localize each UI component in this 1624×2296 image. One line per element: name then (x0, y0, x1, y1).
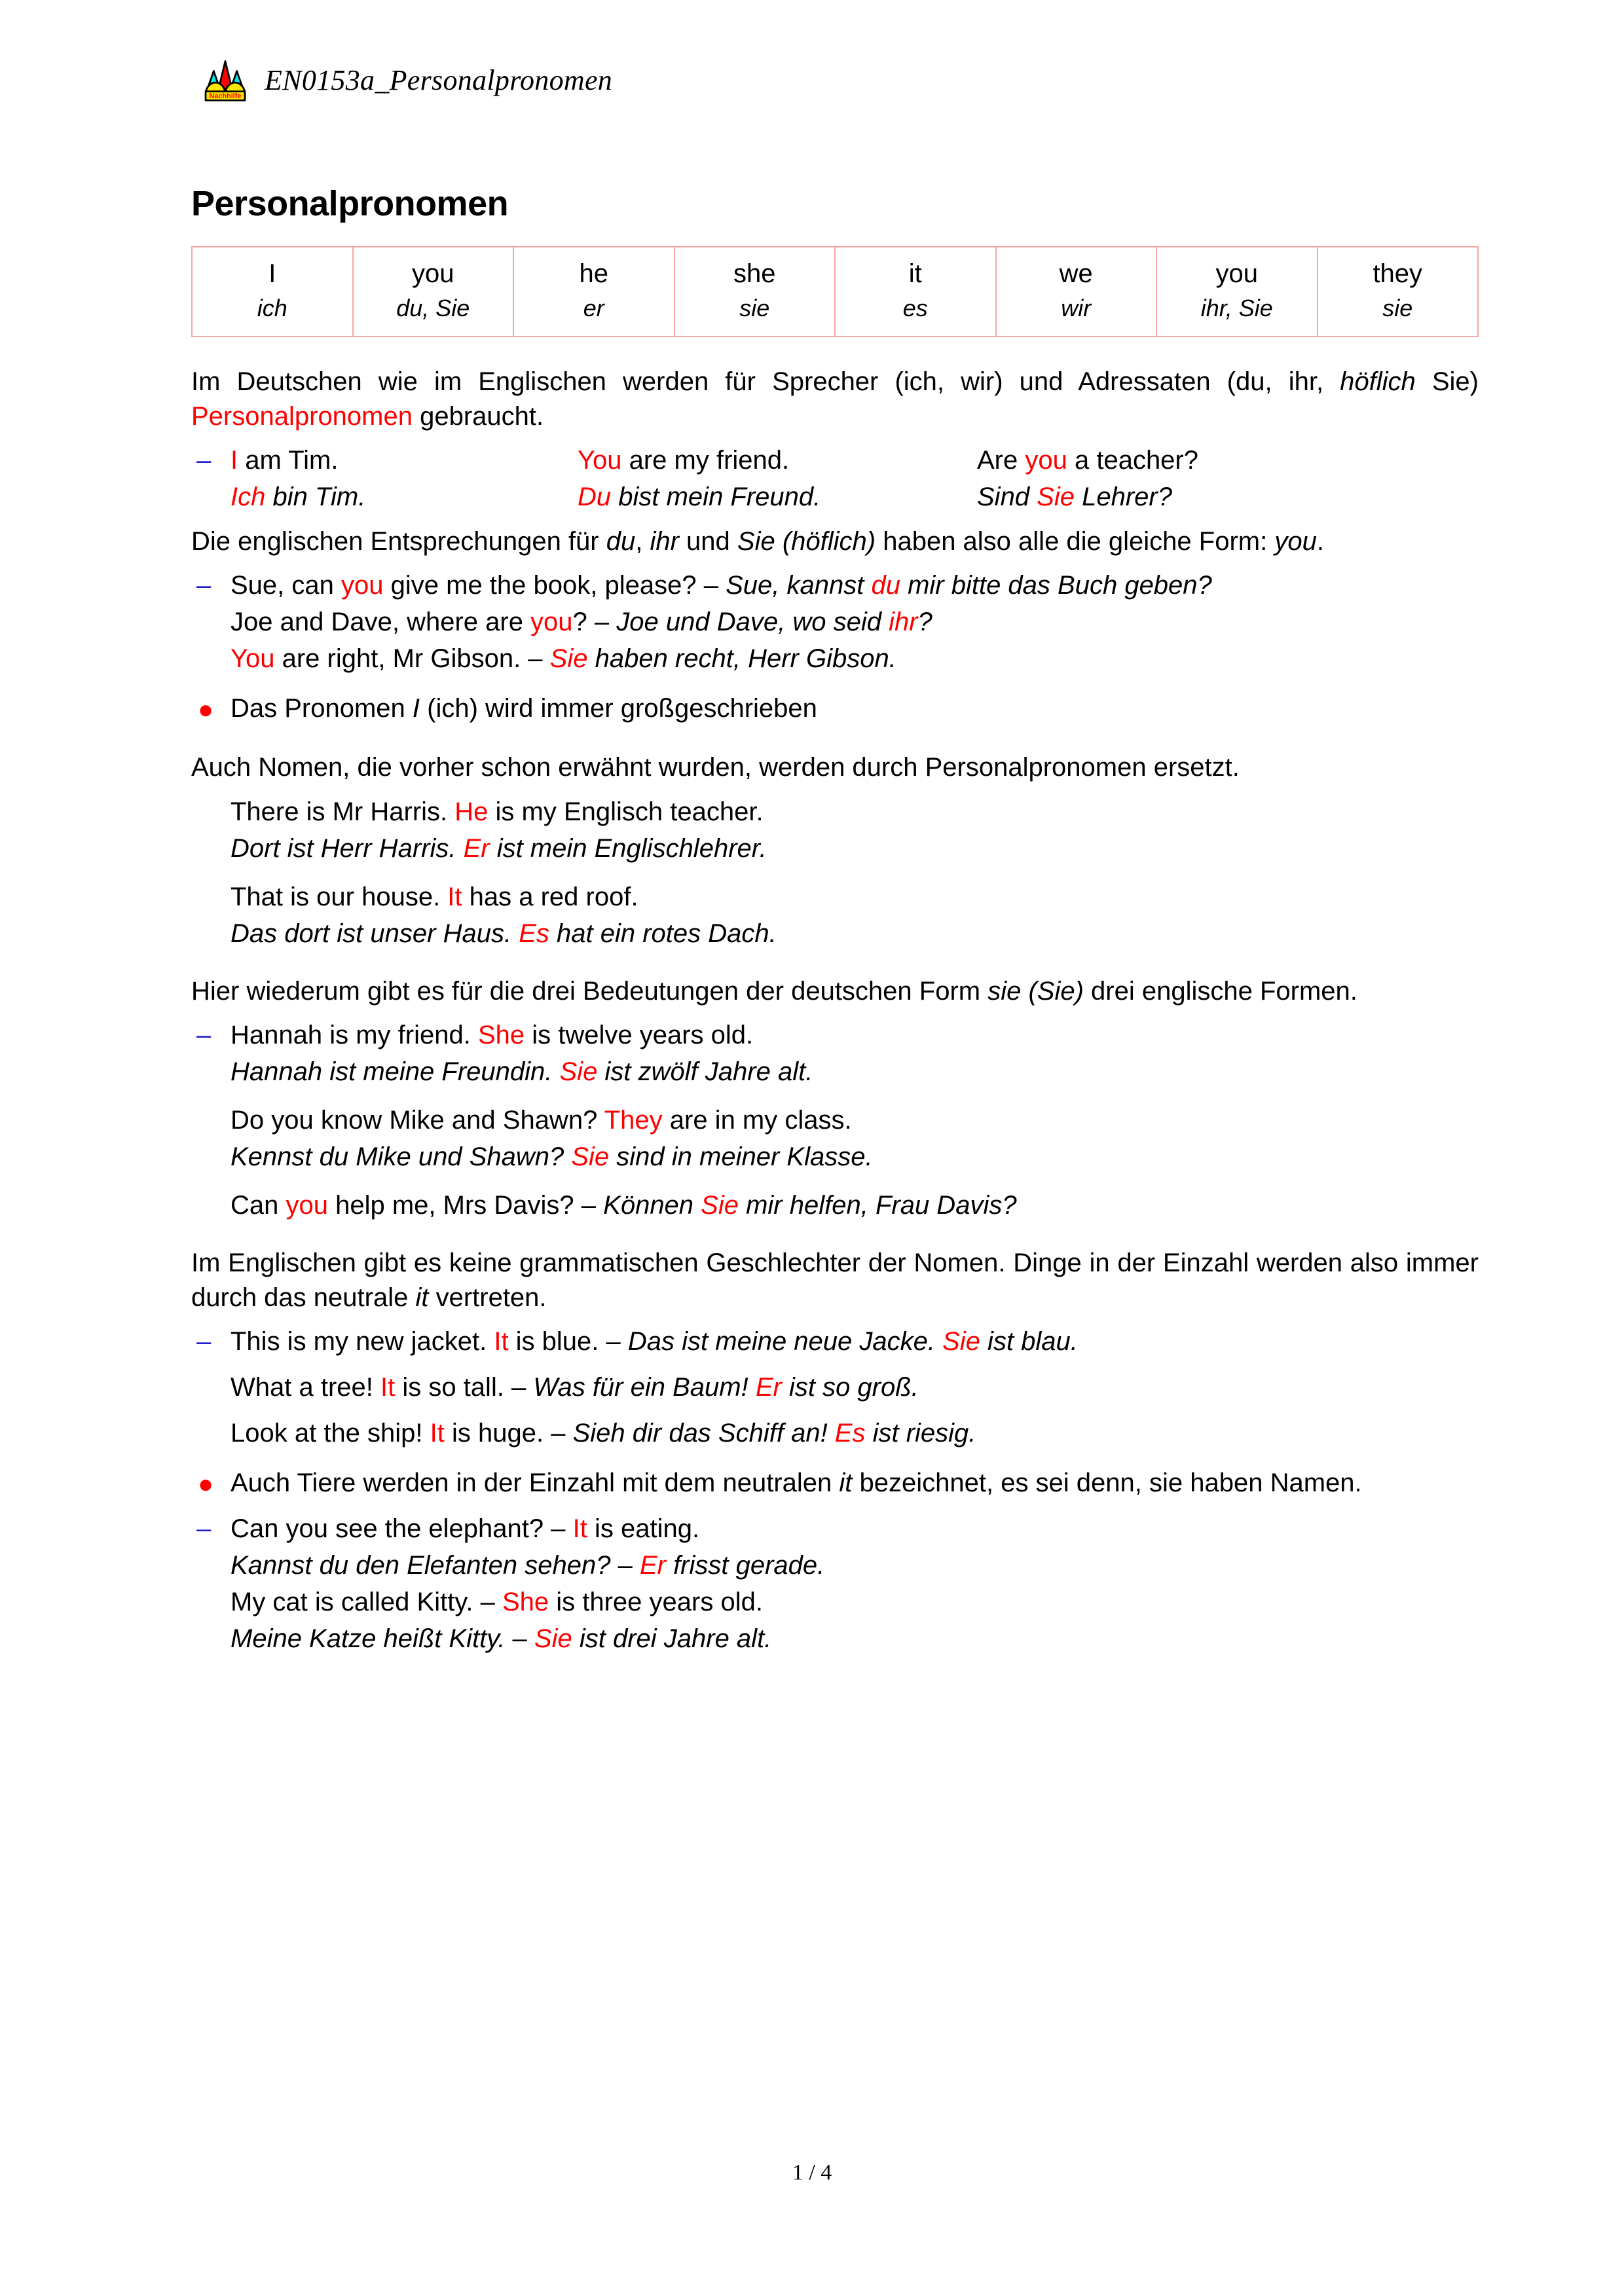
rule-text-part: Auch Tiere werden in der Einzahl mit dem neutralen (231, 1468, 840, 1498)
pronoun-highlight: It (572, 1514, 587, 1544)
nachhilfe-logo-icon (203, 58, 248, 102)
example-text: Are (977, 446, 1025, 475)
marker-spacer (191, 1187, 231, 1224)
example-text: Dort ist Herr Harris. (231, 833, 464, 863)
table-cell-i (192, 247, 353, 337)
pronoun-highlight: I (231, 446, 238, 475)
example-text: Hannah ist meine Freundin. (231, 1057, 560, 1086)
example-hannah-english (231, 1017, 1479, 1053)
para-text: gebraucht. (413, 401, 544, 431)
example-text-de: ist blau. (980, 1327, 1078, 1357)
pronoun-highlight: She (502, 1588, 549, 1617)
para-emph-it: it (415, 1283, 429, 1312)
example-text-de: Joe und Dave, wo seid (616, 608, 889, 637)
marker-spacer (191, 915, 231, 952)
example-row-cat-en (191, 1584, 1479, 1620)
para-emph-you: you (1274, 527, 1317, 556)
para-text: Im Englischen gibt es keine grammatischen Geschlechter der Nomen. Dinge in der Einzahl werden also immer durch das neutrale (191, 1248, 1479, 1312)
pronoun-highlight: Es (519, 919, 549, 948)
page-header (203, 58, 612, 102)
pronoun-highlight: Er (463, 833, 490, 863)
example-block-neutral-it (191, 1323, 1479, 1451)
marker-spacer (191, 1547, 231, 1584)
cell-german: sie (739, 295, 770, 321)
example-text: sind in meiner Klasse. (609, 1142, 873, 1171)
paragraph-entsprechungen (191, 524, 1479, 559)
example-text: a teacher? (1067, 446, 1198, 475)
example-text-de: Das ist meine neue Jacke. (627, 1327, 943, 1357)
example-jacket (231, 1323, 1479, 1360)
example-text: My cat is called Kitty. – (231, 1588, 502, 1617)
page-number: 1 / 4 (792, 2160, 832, 2185)
pronoun-highlight: ihr (889, 608, 918, 637)
example-row-mike-en (191, 1102, 1479, 1139)
para-text: Sie) (1415, 367, 1479, 396)
example-mike-german (231, 1139, 1479, 1175)
example-text: Can (231, 1190, 286, 1220)
table-cell-it (835, 247, 996, 337)
marker-spacer (191, 604, 231, 640)
marker-spacer (191, 879, 231, 915)
example-text: is so tall. – (395, 1373, 534, 1402)
pronoun-highlight: It (380, 1373, 396, 1402)
paragraph-auch-nomen: Auch Nomen, die vorher schon erwähnt wurden, werden durch Personalpronomen ersetzt. (191, 753, 1240, 782)
rule-text-part: bezeichnet, es sei denn, sie haben Namen. (852, 1468, 1362, 1498)
rule-text (231, 1466, 1479, 1501)
example-row-hannah-de (191, 1053, 1479, 1090)
example-cat-english (231, 1584, 1479, 1620)
example-row-sue (191, 567, 1479, 604)
para-text: Hier wiederum gibt es für die drei Bedeutungen der deutschen Form (191, 976, 988, 1006)
example-text: Can you see the elephant? – (231, 1514, 573, 1544)
example-text: are in my class. (662, 1105, 852, 1135)
example-text: This is my new jacket. (231, 1327, 494, 1357)
example-text: give me the book, please? – (383, 571, 726, 600)
cell-german: ihr, Sie (1200, 295, 1273, 321)
cell-german: es (902, 295, 928, 321)
para-text: Die englischen Entsprechungen für (191, 527, 606, 556)
example-harris-german (231, 830, 1479, 867)
paragraph-keine-geschlechter (191, 1246, 1479, 1315)
example-davis (231, 1187, 1479, 1224)
cell-german: wir (1061, 295, 1092, 321)
example-gibson (231, 640, 1479, 677)
example-mike-english (231, 1102, 1479, 1139)
example-text-de: haben recht, Herr Gibson. (587, 644, 896, 674)
example-text: ist zwölf Jahre alt. (597, 1057, 813, 1086)
pronoun-highlight: Sie (1037, 483, 1075, 512)
example-sue (231, 567, 1479, 604)
example-text: That is our house. (231, 882, 448, 911)
example-block-she-they-you (191, 1017, 1479, 1224)
example-text: am Tim. (238, 446, 339, 475)
example-text-de: mir helfen, Frau Davis? (738, 1190, 1017, 1220)
table-row (192, 247, 1478, 337)
example-row-jacket (191, 1323, 1479, 1360)
para-emph-sie-forms: sie (Sie) (987, 976, 1084, 1006)
page-footer (0, 2160, 1624, 2185)
rule-text (231, 691, 1479, 727)
example-row-ship (191, 1415, 1479, 1451)
marker-spacer (191, 1053, 231, 1090)
marker-spacer (191, 1102, 231, 1139)
example-text: bin Tim. (265, 483, 366, 512)
example-de-freund (578, 479, 977, 515)
example-text: What a tree! (231, 1373, 380, 1402)
rule-emph-i: I (412, 694, 420, 723)
pronoun-highlight: She (477, 1020, 525, 1049)
example-text: has a red roof. (462, 882, 638, 911)
dash-marker: – (196, 446, 212, 475)
pronoun-highlight: Sie (559, 1057, 598, 1086)
example-text: is blue. – (508, 1327, 628, 1357)
example-text: Joe and Dave, where are (231, 608, 531, 637)
example-en-friend (578, 442, 977, 479)
example-row-house-en (191, 879, 1479, 915)
cell-english: you (412, 259, 454, 288)
example-text: Kennst du Mike und Shawn? (231, 1142, 572, 1171)
marker-spacer (191, 1620, 231, 1657)
example-elephant-english (231, 1510, 1479, 1547)
cell-german: ich (257, 295, 287, 321)
example-en-tim (231, 442, 578, 479)
para-emph-sie: Sie (höflich) (737, 527, 876, 556)
para-emph-hoeflich: höflich (1340, 367, 1416, 396)
pronoun-highlight: du (871, 571, 900, 600)
example-text: ist mein Englischlehrer. (489, 833, 767, 863)
dash-marker: – (196, 1020, 212, 1049)
example-text-de: ? (917, 608, 932, 637)
marker-spacer (191, 830, 231, 867)
example-cat-german (231, 1620, 1479, 1657)
example-text: are right, Mr Gibson. – (274, 644, 550, 674)
example-text: is twelve years old. (525, 1020, 754, 1049)
table-cell-she (674, 247, 836, 337)
cell-english: he (579, 259, 608, 288)
pronoun-highlight: They (604, 1105, 663, 1135)
example-harris-english (231, 793, 1479, 830)
example-hannah-german (231, 1053, 1479, 1090)
example-text: Kannst du den Elefanten sehen? – (231, 1551, 640, 1580)
example-text-de: Können (603, 1190, 701, 1220)
document-content (191, 183, 1479, 1666)
example-de-tim (231, 479, 578, 515)
example-text: bist mein Freund. (611, 483, 821, 512)
table-cell-you-sg (353, 247, 514, 337)
example-row-house-de (191, 915, 1479, 952)
example-text: is huge. – (444, 1419, 573, 1448)
pronoun-highlight: Er (755, 1373, 782, 1402)
pronoun-highlight: Du (578, 483, 612, 512)
example-en-teacher (977, 442, 1479, 479)
para-text: vertreten. (428, 1283, 547, 1312)
para-emph-ihr: ihr (650, 527, 679, 556)
cell-english: we (1059, 259, 1093, 288)
example-text: Look at the ship! (231, 1419, 430, 1448)
example-tree (231, 1369, 1479, 1406)
table-cell-they (1318, 247, 1479, 337)
example-text: Sind (977, 483, 1037, 512)
example-text: ? – (572, 608, 617, 637)
dash-marker: – (196, 1514, 212, 1544)
pronoun-highlight: Es (834, 1419, 866, 1448)
logo-caption: Nachhilfe (209, 92, 242, 100)
example-row-hannah-en (191, 1017, 1479, 1053)
para-emph-du: du (606, 527, 636, 556)
example-text-de: ist so groß. (781, 1373, 919, 1402)
example-text: Meine Katze heißt Kitty. – (231, 1624, 534, 1654)
example-text-de: Was für ein Baum! (533, 1373, 756, 1402)
pronoun-highlight: you (341, 571, 384, 600)
marker-spacer (191, 1415, 231, 1451)
document-code: EN0153a_Personalpronomen (265, 64, 613, 96)
example-row-elephant-en (191, 1510, 1479, 1547)
example-block-you-forms (191, 567, 1479, 677)
example-text: is eating. (587, 1514, 700, 1544)
page-title: Personalpronomen (191, 184, 509, 223)
cell-english: they (1373, 259, 1423, 288)
example-row-english (191, 442, 1479, 479)
example-text: is three years old. (549, 1588, 763, 1617)
marker-spacer (191, 479, 231, 515)
example-text: There is Mr Harris. (231, 797, 455, 826)
table-cell-we (996, 247, 1157, 337)
pronoun-highlight: you (530, 608, 573, 637)
example-text: are my friend. (621, 446, 790, 475)
pronoun-highlight: Sie (701, 1190, 739, 1220)
example-block-he-it (191, 793, 1479, 952)
dash-marker: – (196, 571, 212, 600)
cell-english: she (733, 259, 776, 288)
marker-spacer (191, 1369, 231, 1406)
pronoun-highlight: You (231, 644, 275, 674)
example-text: Sue, can (231, 571, 342, 600)
pronoun-highlight: Ich (231, 483, 266, 512)
example-de-lehrer (977, 479, 1479, 515)
pronoun-highlight: It (430, 1419, 445, 1448)
cell-english: I (268, 259, 276, 288)
cell-english: you (1215, 259, 1258, 288)
example-text: Hannah is my friend. (231, 1020, 478, 1049)
pronoun-highlight: you (286, 1190, 328, 1220)
example-text-de: Sieh dir das Schiff an! (572, 1419, 835, 1448)
cell-german: du, Sie (396, 295, 470, 321)
example-row-elephant-de (191, 1547, 1479, 1584)
pronoun-highlight: Sie (942, 1327, 980, 1357)
table-cell-he (513, 247, 674, 337)
example-text-de: ist riesig. (865, 1419, 976, 1448)
example-text: is my Englisch teacher. (488, 797, 764, 826)
marker-spacer (191, 1139, 231, 1175)
para-text: Im Deutschen wie im Englischen werden für Sprecher (ich, wir) und Adressaten (du, ihr, (191, 367, 1340, 396)
example-text: Das dort ist unser Haus. (231, 919, 519, 948)
cell-german: er (583, 295, 604, 321)
example-row-harris-de (191, 830, 1479, 867)
example-row-cat-de (191, 1620, 1479, 1657)
example-row-joe (191, 604, 1479, 640)
para-text: . (1316, 527, 1324, 556)
pronoun-highlight: You (578, 446, 622, 475)
example-row-tree (191, 1369, 1479, 1406)
pronoun-highlight: Sie (549, 644, 588, 674)
rule-text-part: Das Pronomen (231, 694, 413, 723)
pronoun-highlight: Sie (534, 1624, 572, 1654)
example-block-tim (191, 442, 1479, 515)
example-text: Lehrer? (1074, 483, 1172, 512)
rule-bullet-capital-i (191, 691, 1479, 728)
example-row-davis (191, 1187, 1479, 1224)
para-text: haben also alle die gleiche Form: (876, 527, 1275, 556)
example-text: frisst gerade. (665, 1551, 825, 1580)
cell-english: it (908, 259, 922, 288)
example-row-harris-en (191, 793, 1479, 830)
pronoun-highlight: Sie (571, 1142, 610, 1171)
paragraph-hier-wiederum (191, 974, 1479, 1009)
example-row-german (191, 479, 1479, 515)
pronoun-table (191, 246, 1479, 337)
rule-emph-it: it (839, 1468, 853, 1498)
example-joe (231, 604, 1479, 640)
pronoun-highlight: you (1025, 446, 1067, 475)
example-row-mike-de (191, 1139, 1479, 1175)
example-text-de: Sue, kannst (726, 571, 872, 600)
rule-bullet-animals (191, 1466, 1479, 1503)
bullet-dot-icon: ● (198, 695, 214, 725)
example-text: ist drei Jahre alt. (572, 1624, 772, 1654)
pronoun-highlight: It (447, 882, 462, 911)
marker-spacer (191, 1584, 231, 1620)
example-elephant-german (231, 1547, 1479, 1584)
pronoun-highlight: Er (639, 1551, 666, 1580)
example-row-gibson (191, 640, 1479, 677)
para-highlight-personalpronomen: Personalpronomen (191, 401, 413, 431)
marker-spacer (191, 793, 231, 830)
pronoun-highlight: It (494, 1327, 509, 1357)
example-block-animals (191, 1510, 1479, 1657)
example-text: hat ein rotes Dach. (549, 919, 777, 948)
para-text: drei englische Formen. (1083, 976, 1357, 1006)
example-house-english (231, 879, 1479, 915)
bullet-dot-icon: ● (198, 1470, 214, 1499)
example-ship (231, 1415, 1479, 1451)
rule-text-part: (ich) wird immer großgeschrieben (420, 694, 817, 723)
example-house-german (231, 915, 1479, 952)
para-text: , (635, 527, 650, 556)
dash-marker: – (196, 1327, 212, 1357)
marker-spacer (191, 640, 231, 677)
pronoun-highlight: He (454, 797, 489, 826)
paragraph-intro (191, 365, 1479, 434)
cell-german: sie (1382, 295, 1413, 321)
example-text-de: mir bitte das Buch geben? (900, 571, 1212, 600)
example-text: Do you know Mike and Shawn? (231, 1105, 604, 1135)
table-cell-you-pl (1156, 247, 1318, 337)
example-text: help me, Mrs Davis? – (328, 1190, 604, 1220)
para-text: und (678, 527, 737, 556)
